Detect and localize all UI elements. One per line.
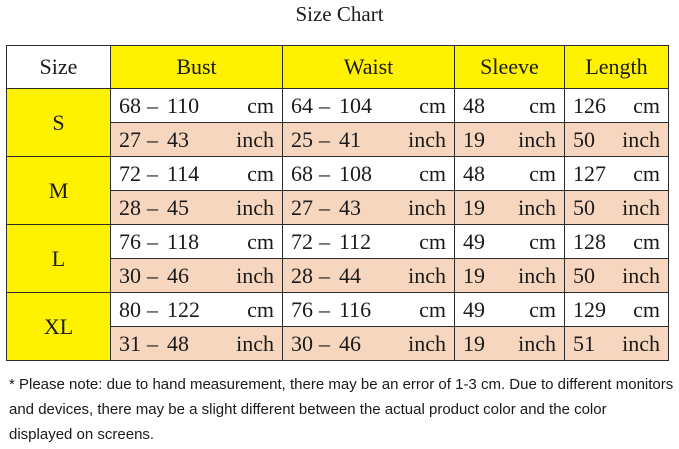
length-cm-cell [565,293,669,327]
unit-label: cm [633,160,660,186]
unit-label: cm [247,160,274,186]
range-high: 110 [167,92,200,118]
waist-inch-cell [283,123,455,157]
range-dash: – [319,262,330,288]
range-dash: – [319,160,330,186]
range-dash: – [319,296,330,322]
range-low: 28 [119,194,141,220]
length-inch-cell [565,259,669,293]
table-row [7,89,669,123]
bust-cm-cell [111,157,283,191]
range-high: 116 [339,296,372,322]
unit-label: cm [633,92,660,118]
range-high: 122 [167,296,200,322]
length-inch-cell [565,191,669,225]
range-dash: – [319,194,330,220]
waist-inch-cell [283,327,455,361]
range-dash: – [319,330,330,356]
range-low: 76 [291,296,313,322]
header-sleeve: Sleeve [455,46,565,89]
length-cm-cell [565,89,669,123]
unit-label: cm [247,296,274,322]
measure-value: 128 [573,228,606,254]
header-length: Length [565,46,669,89]
range-dash: – [147,194,158,220]
measure-value: 19 [463,262,485,288]
range-dash: – [147,296,158,322]
waist-cm-cell [283,293,455,327]
range-low: 72 [119,160,141,186]
size-label: S [7,89,111,157]
range-high: 46 [167,262,189,288]
header-bust: Bust [111,46,283,89]
unit-label: cm [247,228,274,254]
unit-label: cm [419,92,446,118]
range-high: 41 [339,126,361,152]
waist-cm-cell [283,225,455,259]
bust-cm-cell [111,89,283,123]
sleeve-inch-cell [455,327,565,361]
range-low: 76 [119,228,141,254]
measure-value: 19 [463,194,485,220]
unit-label: inch [408,262,446,288]
range-high: 45 [167,194,189,220]
unit-label: inch [622,194,660,220]
range-low: 68 [291,160,313,186]
unit-label: inch [408,330,446,356]
unit-label: inch [518,330,556,356]
measure-value: 49 [463,296,485,322]
sleeve-inch-cell [455,191,565,225]
sleeve-cm-cell [455,157,565,191]
bust-inch-cell [111,327,283,361]
range-low: 31 [119,330,141,356]
waist-inch-cell [283,191,455,225]
range-high: 114 [167,160,200,186]
range-dash: – [147,228,158,254]
unit-label: cm [419,296,446,322]
range-high: 43 [167,126,189,152]
measurement-note: * Please note: due to hand measurement, there may be an error of 1-3 cm. Due to different monitors and devices, there may be a slight different between the actual product color and the color displayed on screens. [9,376,674,443]
measure-value: 127 [573,160,606,186]
sleeve-cm-cell [455,293,565,327]
range-low: 68 [119,92,141,118]
page-title: Size Chart [295,2,384,26]
waist-cm-cell [283,89,455,123]
unit-label: inch [622,126,660,152]
measure-value: 129 [573,296,606,322]
range-low: 64 [291,92,313,118]
sleeve-inch-cell [455,123,565,157]
measure-value: 50 [573,126,595,152]
bust-inch-cell [111,259,283,293]
unit-label: cm [529,296,556,322]
length-cm-cell [565,157,669,191]
unit-label: inch [518,262,556,288]
header-waist: Waist [283,46,455,89]
range-low: 27 [291,194,313,220]
unit-label: inch [236,194,274,220]
range-dash: – [147,92,158,118]
measure-value: 49 [463,228,485,254]
range-dash: – [319,92,330,118]
sleeve-cm-cell [455,89,565,123]
range-low: 30 [291,330,313,356]
table-row [7,225,669,259]
bust-inch-cell [111,123,283,157]
range-low: 72 [291,228,313,254]
length-inch-cell [565,327,669,361]
table-row [7,293,669,327]
unit-label: cm [529,160,556,186]
size-label: L [7,225,111,293]
size-chart-table [6,45,669,361]
range-high: 118 [167,228,200,254]
bust-cm-cell [111,293,283,327]
table-row [7,157,669,191]
waist-cm-cell [283,157,455,191]
range-high: 104 [339,92,372,118]
unit-label: cm [529,228,556,254]
unit-label: inch [622,262,660,288]
waist-inch-cell [283,259,455,293]
range-dash: – [147,126,158,152]
measure-value: 50 [573,194,595,220]
unit-label: inch [236,126,274,152]
unit-label: inch [236,330,274,356]
size-rows [7,89,669,361]
range-dash: – [147,160,158,186]
measure-value: 48 [463,160,485,186]
range-high: 43 [339,194,361,220]
unit-label: inch [408,194,446,220]
range-dash: – [147,330,158,356]
range-high: 48 [167,330,189,356]
bust-cm-cell [111,225,283,259]
unit-label: inch [518,126,556,152]
unit-label: inch [518,194,556,220]
length-inch-cell [565,123,669,157]
range-high: 44 [339,262,361,288]
range-dash: – [319,228,330,254]
size-label: M [7,157,111,225]
measure-value: 48 [463,92,485,118]
unit-label: cm [529,92,556,118]
range-high: 46 [339,330,361,356]
sleeve-cm-cell [455,225,565,259]
unit-label: inch [236,262,274,288]
size-label: XL [7,293,111,361]
measure-value: 51 [573,330,595,356]
header-size: Size [7,46,111,89]
range-high: 112 [339,228,372,254]
range-dash: – [147,262,158,288]
unit-label: cm [419,160,446,186]
range-low: 28 [291,262,313,288]
range-low: 27 [119,126,141,152]
range-dash: – [319,126,330,152]
range-high: 108 [339,160,372,186]
range-low: 25 [291,126,313,152]
unit-label: inch [408,126,446,152]
sleeve-inch-cell [455,259,565,293]
measure-value: 50 [573,262,595,288]
bust-inch-cell [111,191,283,225]
unit-label: inch [622,330,660,356]
measure-value: 126 [573,92,606,118]
measure-value: 19 [463,126,485,152]
unit-label: cm [633,228,660,254]
unit-label: cm [247,92,274,118]
measure-value: 19 [463,330,485,356]
unit-label: cm [419,228,446,254]
range-low: 80 [119,296,141,322]
range-low: 30 [119,262,141,288]
length-cm-cell [565,225,669,259]
unit-label: cm [633,296,660,322]
